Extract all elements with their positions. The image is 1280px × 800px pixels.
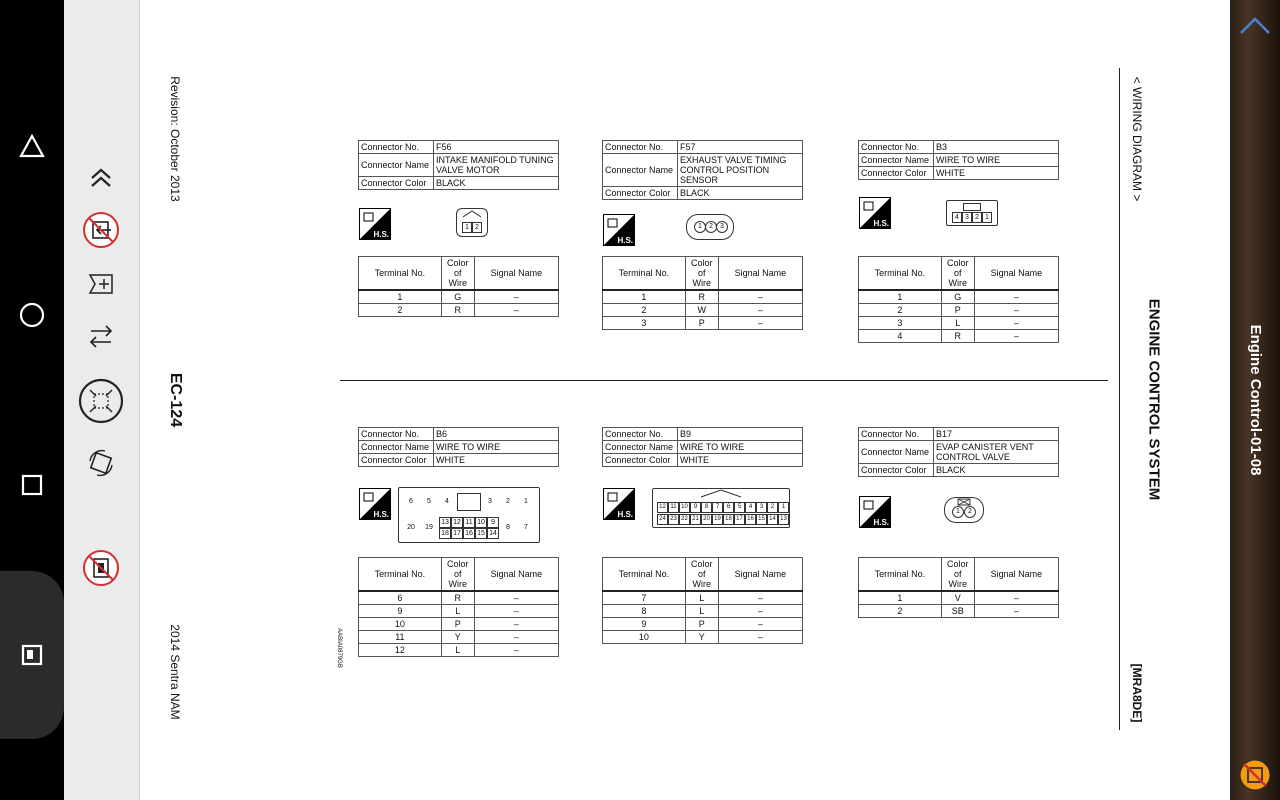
connector-no: B3 — [934, 141, 1059, 154]
pin: 2 — [472, 222, 482, 233]
pin: 6 — [404, 495, 418, 509]
col-header: Color of Wire — [441, 558, 474, 592]
label: Connector No. — [859, 141, 934, 154]
cell: – — [974, 317, 1058, 330]
hs-icon: H.S. — [859, 496, 891, 528]
cell: R — [441, 304, 474, 317]
pin: 1 — [952, 506, 964, 518]
pin: 12 — [451, 517, 463, 528]
pin: 11 — [463, 517, 475, 528]
pin: 5 — [422, 495, 436, 509]
print-button-disabled[interactable] — [81, 548, 121, 588]
table-row — [359, 290, 559, 304]
connector-info-f57 — [602, 140, 803, 200]
pin: 1 — [462, 222, 472, 233]
back-triangle-icon — [16, 130, 48, 162]
cell: – — [474, 631, 558, 644]
pin: 2 — [501, 495, 515, 509]
pin: 19 — [422, 521, 436, 535]
pin: 17 — [734, 514, 745, 525]
table-row — [359, 644, 559, 657]
cell: – — [974, 605, 1058, 618]
cell: Y — [685, 631, 718, 644]
cell: SB — [941, 605, 974, 618]
pin: 22 — [679, 514, 690, 525]
connector-name: EVAP CANISTER VENT CONTROL VALVE — [934, 441, 1059, 464]
cell: P — [941, 304, 974, 317]
header-rule — [1119, 68, 1120, 730]
cell: Y — [441, 631, 474, 644]
label: Connector No. — [359, 428, 434, 441]
viewer-toolbar — [64, 0, 140, 800]
fullscreen-button[interactable] — [78, 378, 124, 424]
cell: W — [685, 304, 718, 317]
cell: R — [441, 591, 474, 605]
cell: 6 — [359, 591, 442, 605]
pin: 23 — [668, 514, 679, 525]
col-header: Color of Wire — [941, 257, 974, 291]
pin: 8 — [701, 502, 712, 513]
label: Connector Name — [359, 154, 434, 177]
swap-pages-button[interactable] — [81, 316, 121, 356]
connector-no: B6 — [434, 428, 559, 441]
col-header: Color of Wire — [685, 257, 718, 291]
col-header: Terminal No. — [359, 558, 442, 592]
label: Connector Color — [603, 187, 678, 200]
double-chevron-up-icon — [81, 157, 121, 197]
connector-color: WHITE — [434, 454, 559, 467]
cell: – — [718, 591, 802, 605]
pin: 5 — [734, 502, 745, 513]
android-nav-bar — [0, 0, 64, 800]
table-row — [359, 605, 559, 618]
terminal-table-f56 — [358, 256, 559, 317]
connector-info-b9 — [602, 427, 803, 467]
pin: 21 — [690, 514, 701, 525]
cell: 11 — [359, 631, 442, 644]
pin: 18 — [723, 514, 734, 525]
connector-face-b17 — [944, 497, 984, 523]
cell: 4 — [859, 330, 942, 343]
cell: – — [718, 631, 802, 644]
cell: 1 — [859, 290, 942, 304]
cell: R — [685, 290, 718, 304]
label: Connector Color — [359, 177, 434, 190]
cell: 2 — [603, 304, 686, 317]
cell: 9 — [603, 618, 686, 631]
connector-color: WHITE — [934, 167, 1059, 180]
connector-face-f57 — [686, 214, 734, 240]
connector-no: F56 — [434, 141, 559, 154]
pin: 9 — [487, 517, 499, 528]
cell: – — [974, 591, 1058, 605]
exit-disabled-icon — [81, 210, 121, 250]
cell: R — [941, 330, 974, 343]
print-disabled-icon — [81, 548, 121, 588]
table-row — [859, 605, 1059, 618]
pin: 7 — [712, 502, 723, 513]
scroll-top-button[interactable] — [81, 157, 121, 197]
cell: V — [941, 591, 974, 605]
label: Connector No. — [603, 428, 678, 441]
hs-icon: H.S. — [359, 488, 391, 520]
cell: 2 — [359, 304, 442, 317]
label: Connector Color — [603, 454, 678, 467]
connector-no: B9 — [678, 428, 803, 441]
cell: P — [441, 618, 474, 631]
pin: 10 — [679, 502, 690, 513]
section-divider — [340, 380, 1108, 381]
cell: – — [718, 290, 802, 304]
col-header: Signal Name — [474, 558, 558, 592]
pin: 1 — [982, 212, 992, 223]
recents-square-icon — [16, 469, 48, 501]
cell: G — [941, 290, 974, 304]
cell: 9 — [359, 605, 442, 618]
pin: 15 — [475, 528, 487, 539]
connector-name: WIRE TO WIRE — [434, 441, 559, 454]
figure-code: AABIA0879GB — [336, 628, 342, 668]
collapse-button[interactable] — [1238, 10, 1272, 40]
table-row — [603, 631, 803, 644]
col-header: Terminal No. — [603, 257, 686, 291]
table-row — [359, 618, 559, 631]
pin: 1 — [778, 502, 789, 513]
notes-button[interactable] — [16, 639, 48, 671]
col-header: Terminal No. — [859, 558, 942, 592]
nav-extra-panel — [0, 571, 64, 739]
terminal-table-b3 — [858, 256, 1059, 343]
connector-no: B17 — [934, 428, 1059, 441]
table-row — [603, 304, 803, 317]
table-row — [859, 304, 1059, 317]
table-row — [359, 591, 559, 605]
connector-color: BLACK — [678, 187, 803, 200]
label: Connector Name — [359, 441, 434, 454]
label: Connector Color — [859, 464, 934, 477]
label: Connector Name — [859, 154, 934, 167]
home-button[interactable] — [16, 299, 48, 331]
fullscreen-icon — [78, 378, 124, 424]
cell: L — [941, 317, 974, 330]
pin: 19 — [712, 514, 723, 525]
engine-code: [MRA8DE] — [1130, 663, 1144, 723]
pin: 9 — [690, 502, 701, 513]
cell: – — [718, 605, 802, 618]
recents-button[interactable] — [16, 469, 48, 501]
cell: 10 — [359, 618, 442, 631]
table-row — [859, 591, 1059, 605]
swap-arrows-icon — [81, 316, 121, 356]
cell: 12 — [359, 644, 442, 657]
hs-icon: H.S. — [359, 208, 391, 240]
connector-info-b6 — [358, 427, 559, 467]
system-title: ENGINE CONTROL SYSTEM — [1145, 298, 1163, 501]
cell: – — [974, 330, 1058, 343]
connector-color: WHITE — [678, 454, 803, 467]
label: Connector Color — [359, 454, 434, 467]
cell: – — [474, 591, 558, 605]
col-header: Terminal No. — [359, 257, 442, 291]
pin: 18 — [439, 528, 451, 539]
chevron-up-icon — [1238, 10, 1272, 40]
cell: 3 — [859, 317, 942, 330]
cell: P — [685, 618, 718, 631]
hs-icon: H.S. — [603, 214, 635, 246]
cell: 8 — [603, 605, 686, 618]
cell: – — [974, 290, 1058, 304]
connector-face-f56 — [456, 208, 488, 237]
cell: – — [474, 618, 558, 631]
cell: L — [685, 605, 718, 618]
table-row — [359, 304, 559, 317]
label: Connector Name — [859, 441, 934, 464]
col-header: Color of Wire — [941, 558, 974, 592]
exit-button-disabled[interactable] — [81, 210, 121, 250]
overlay-toggle-button[interactable] — [1237, 757, 1273, 793]
section-header: < WIRING DIAGRAM > — [1130, 76, 1144, 202]
pin: 16 — [463, 528, 475, 539]
cell: 2 — [859, 605, 942, 618]
pin: 13 — [778, 514, 789, 525]
pin: 15 — [756, 514, 767, 525]
cell: L — [441, 605, 474, 618]
pin: 3 — [716, 221, 728, 233]
pin: 20 — [404, 521, 418, 535]
pin: 3 — [962, 212, 972, 223]
label: Connector Name — [603, 154, 678, 187]
terminal-table-b6 — [358, 557, 559, 657]
cell: – — [974, 304, 1058, 317]
terminal-table-b17 — [858, 557, 1059, 618]
page-number: EC-124 — [167, 372, 184, 428]
pin: 14 — [767, 514, 778, 525]
pin: 2 — [767, 502, 778, 513]
col-header: Signal Name — [974, 257, 1058, 291]
table-row — [859, 330, 1059, 343]
col-header: Signal Name — [974, 558, 1058, 592]
pin: 2 — [964, 506, 976, 518]
cell: 10 — [603, 631, 686, 644]
connector-face-b3 — [946, 200, 998, 226]
table-row — [603, 317, 803, 330]
pin: 3 — [483, 495, 497, 509]
connector-info-f56 — [358, 140, 559, 190]
hs-icon: H.S. — [859, 197, 891, 229]
cell: 1 — [603, 290, 686, 304]
pin: 6 — [723, 502, 734, 513]
connector-name: INTAKE MANIFOLD TUNING VALVE MOTOR — [434, 154, 559, 177]
pin: 7 — [519, 521, 533, 535]
pin: 16 — [745, 514, 756, 525]
connector-info-b17 — [858, 427, 1059, 477]
col-header: Color of Wire — [685, 558, 718, 592]
pin: 1 — [694, 221, 706, 233]
cell: G — [441, 290, 474, 304]
table-row — [359, 631, 559, 644]
rotate-button[interactable] — [81, 443, 121, 483]
label: Connector Name — [603, 441, 678, 454]
connector-name: WIRE TO WIRE — [678, 441, 803, 454]
model-text: 2014 Sentra NAM — [168, 624, 182, 720]
cell: 2 — [859, 304, 942, 317]
table-row — [859, 317, 1059, 330]
connector-color: BLACK — [934, 464, 1059, 477]
cell: L — [441, 644, 474, 657]
pin: 11 — [668, 502, 679, 513]
label: Connector No. — [359, 141, 434, 154]
table-row — [603, 605, 803, 618]
col-header: Signal Name — [474, 257, 558, 291]
connector-face-b9 — [652, 488, 790, 528]
col-header: Color of Wire — [441, 257, 474, 291]
cell: – — [718, 304, 802, 317]
pin: 8 — [501, 521, 515, 535]
pin: 10 — [475, 517, 487, 528]
add-bookmark-icon — [81, 263, 121, 303]
pin: 14 — [487, 528, 499, 539]
overlay-disabled-icon — [1237, 757, 1273, 793]
cell: 3 — [603, 317, 686, 330]
connector-name: WIRE TO WIRE — [934, 154, 1059, 167]
cell: – — [718, 317, 802, 330]
document-title: Engine Control-01-08 — [1247, 324, 1264, 476]
cell: P — [685, 317, 718, 330]
pin: 17 — [451, 528, 463, 539]
pin: 4 — [952, 212, 962, 223]
connector-name: EXHAUST VALVE TIMING CONTROL POSITION SENSOR — [678, 154, 803, 187]
cell: – — [474, 290, 558, 304]
connector-no: F57 — [678, 141, 803, 154]
pin: 4 — [745, 502, 756, 513]
col-header: Terminal No. — [603, 558, 686, 592]
table-row — [603, 290, 803, 304]
note-icon — [16, 639, 48, 671]
terminal-table-f57 — [602, 256, 803, 330]
col-header: Signal Name — [718, 558, 802, 592]
col-header: Signal Name — [718, 257, 802, 291]
table-row — [859, 290, 1059, 304]
label: Connector No. — [603, 141, 678, 154]
pin: 3 — [756, 502, 767, 513]
cell: L — [685, 591, 718, 605]
connector-color: BLACK — [434, 177, 559, 190]
cell: – — [718, 618, 802, 631]
hs-icon: H.S. — [603, 488, 635, 520]
cell: – — [474, 304, 558, 317]
label: Connector Color — [859, 167, 934, 180]
back-button[interactable] — [16, 130, 48, 162]
pin: 24 — [657, 514, 668, 525]
cell: 1 — [359, 290, 442, 304]
pin: 20 — [701, 514, 712, 525]
pin: 2 — [972, 212, 982, 223]
table-row — [603, 618, 803, 631]
label: Connector No. — [859, 428, 934, 441]
pin: 4 — [440, 495, 454, 509]
cell: 1 — [859, 591, 942, 605]
connector-face-b6 — [398, 487, 540, 543]
pin: 13 — [439, 517, 451, 528]
connector-info-b3 — [858, 140, 1059, 180]
table-row — [603, 591, 803, 605]
pin: 1 — [519, 495, 533, 509]
add-bookmark-button[interactable] — [81, 263, 121, 303]
home-circle-icon — [16, 299, 48, 331]
revision-text: Revision: October 2013 — [168, 76, 182, 202]
cell: 7 — [603, 591, 686, 605]
pin: 12 — [657, 502, 668, 513]
pin: 2 — [705, 221, 717, 233]
cell: – — [474, 644, 558, 657]
cell: – — [474, 605, 558, 618]
rotate-icon — [81, 443, 121, 483]
terminal-table-b9 — [602, 557, 803, 644]
col-header: Terminal No. — [859, 257, 942, 291]
